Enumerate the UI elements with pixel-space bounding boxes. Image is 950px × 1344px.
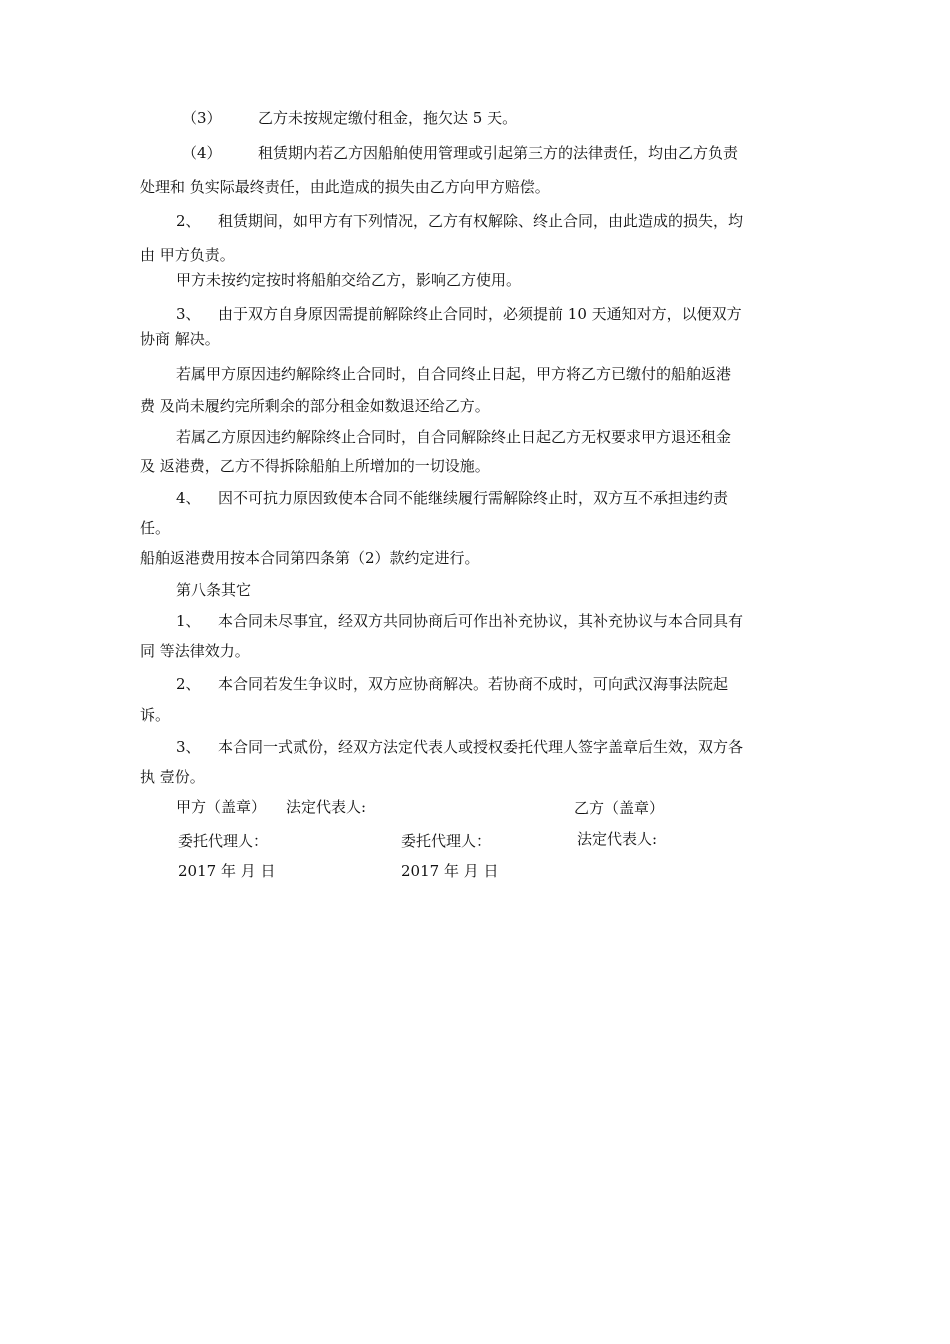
party-a-date: 2017 年 月 日 [178, 862, 276, 880]
party-b-date: 2017 年 月 日 [401, 862, 499, 880]
item-3-line-1: 由于双方自身原因需提前解除终止合同时，必须提前 10 天通知对方，以便双方 [218, 305, 742, 323]
item-3-para-2-line-1: 若属乙方原因违约解除终止合同时，自合同解除终止日起乙方无权要求甲方退还租金 [176, 428, 732, 446]
item-3-para-1-line-1: 若属甲方原因违约解除终止合同时，自合同终止日起，甲方将乙方已缴付的船舶返港 [176, 365, 732, 383]
clause-3-number: （3） [182, 109, 222, 127]
item-4-line-2: 任。 [140, 519, 171, 537]
item-2-number: 2、 [176, 212, 201, 230]
art8-item-2-line-2: 诉。 [140, 706, 171, 724]
item-2-line-1: 租赁期间，如甲方有下列情况，乙方有权解除、终止合同，由此造成的损失，均 [218, 212, 744, 230]
party-b-agent-label: 委托代理人： [401, 832, 492, 850]
art8-item-2-line-1: 本合同若发生争议时，双方应协商解决。若协商不成时，可向武汉海事法院起 [218, 675, 729, 693]
art8-item-1-line-2: 同 等法律效力。 [140, 642, 250, 660]
item-2-sub: 甲方未按约定按时将船舶交给乙方，影响乙方使用。 [176, 271, 522, 289]
item-4-number: 4、 [176, 489, 201, 507]
party-a-seal-label: 甲方（盖章） [176, 798, 267, 816]
item-2-line-2: 由 甲方负责。 [140, 246, 235, 264]
return-fee-line: 船舶返港费用按本合同第四条第（2）款约定进行。 [140, 549, 480, 567]
art8-item-3-number: 3、 [176, 738, 201, 756]
clause-4-line-1: 租赁期内若乙方因船舶使用管理或引起第三方的法律责任，均由乙方负责 [258, 144, 739, 162]
art8-item-1-line-1: 本合同未尽事宜，经双方共同协商后可作出补充协议，其补充协议与本合同具有 [218, 612, 744, 630]
item-3-para-1-line-2: 费 及尚未履约完所剩余的部分租金如数退还给乙方。 [140, 397, 490, 415]
art8-item-3-line-1: 本合同一式贰份，经双方法定代表人或授权委托代理人签字盖章后生效，双方各 [218, 738, 744, 756]
art8-item-1-number: 1、 [176, 612, 201, 630]
item-3-number: 3、 [176, 305, 201, 323]
article-8-title: 第八条其它 [176, 581, 252, 599]
party-b-seal-label: 乙方（盖章） [574, 799, 665, 817]
party-b-representative-label: 法定代表人: [577, 830, 658, 848]
clause-4-number: （4） [182, 144, 222, 162]
clause-3-text: 乙方未按规定缴付租金，拖欠达 5 天。 [258, 109, 518, 127]
item-3-line-2: 协商 解决。 [140, 330, 220, 348]
party-a-representative-label: 法定代表人: [286, 798, 367, 816]
art8-item-3-line-2: 执 壹份。 [140, 768, 205, 786]
clause-4-line-2: 处理和 负实际最终责任，由此造成的损失由乙方向甲方赔偿。 [140, 178, 550, 196]
item-3-para-2-line-2: 及 返港费，乙方不得拆除船舶上所增加的一切设施。 [140, 457, 490, 475]
party-a-agent-label: 委托代理人： [178, 832, 269, 850]
art8-item-2-number: 2、 [176, 675, 201, 693]
item-4-line-1: 因不可抗力原因致使本合同不能继续履行需解除终止时，双方互不承担违约责 [218, 489, 729, 507]
